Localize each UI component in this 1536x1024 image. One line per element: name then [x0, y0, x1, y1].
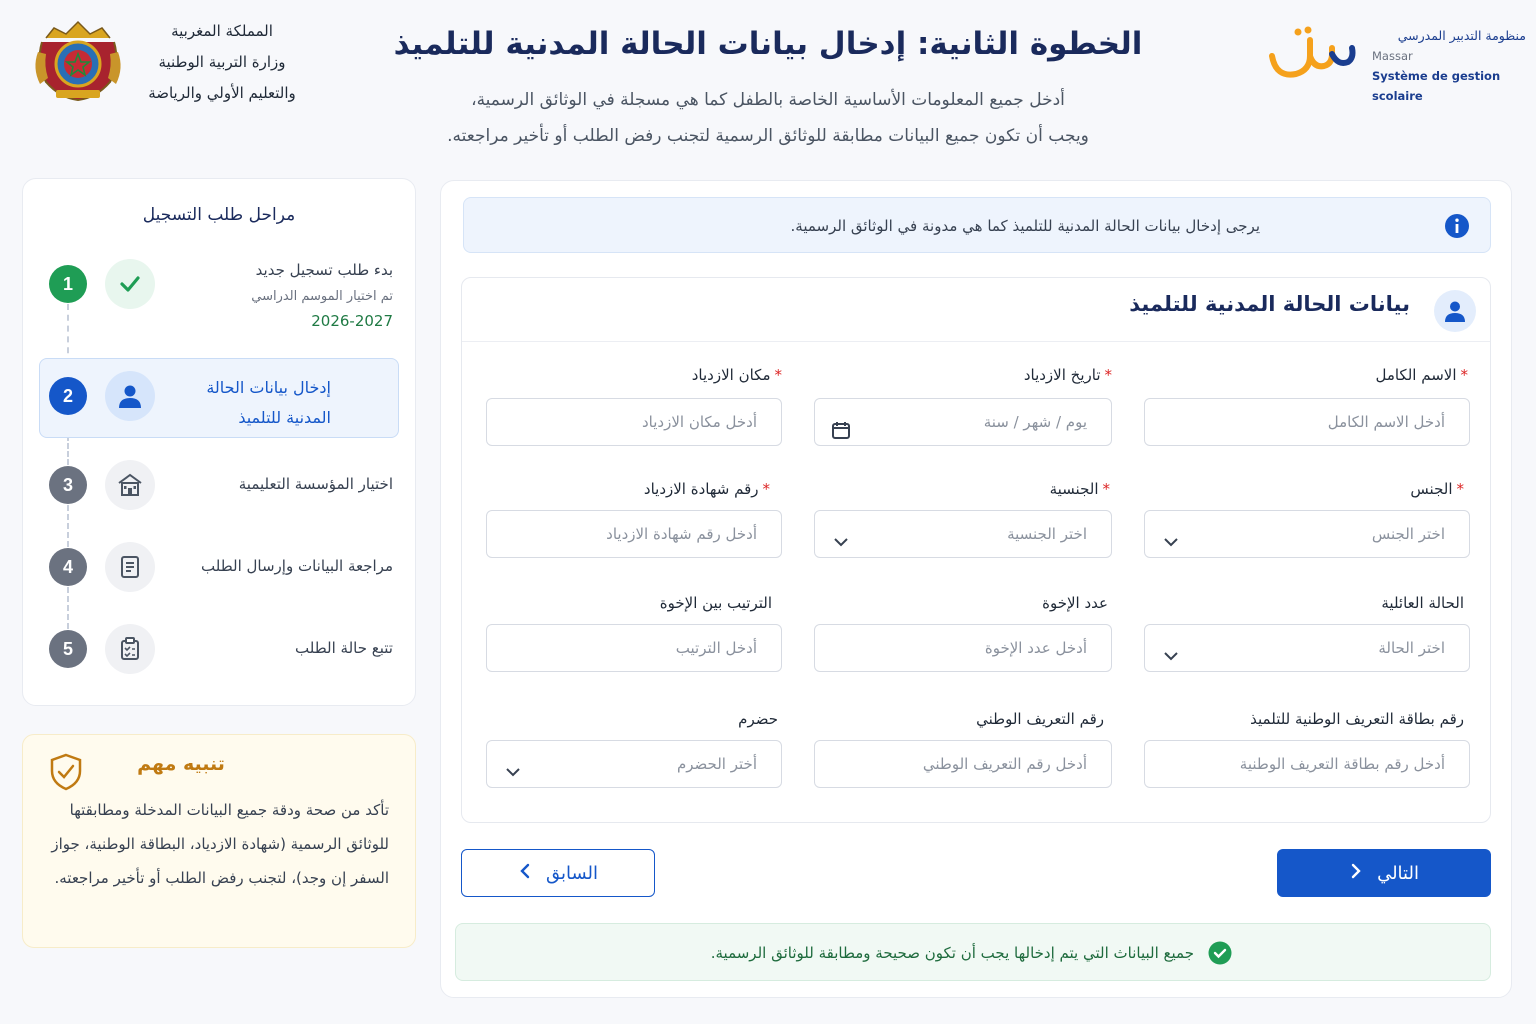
page-description [360, 82, 1176, 154]
step-connector [67, 304, 69, 364]
step-item-start-request[interactable] [173, 261, 393, 330]
ministry-line-2: وزارة التربية الوطنية [158, 53, 286, 71]
family-status-label: الحالة العائلية [1381, 594, 1464, 612]
full-name-label [1168, 366, 1468, 384]
description-line-1: أدخل جميع المعلومات الأساسية الخاصة بالطفل كما هي مسجلة في الوثائق الرسمية، [471, 90, 1065, 110]
clipboard-icon [105, 624, 155, 674]
info-text: يرجى إدخال بيانات الحالة المدنية للتلميذ كما هي مدونة في الوثائق الرسمية. [790, 217, 1260, 235]
full-name-field[interactable]: أدخل الاسم الكامل [1144, 398, 1470, 446]
required-mark: * [1456, 480, 1464, 498]
required-mark: * [1460, 366, 1468, 384]
check-circle-icon [1208, 941, 1232, 969]
massar-brand [1366, 26, 1526, 106]
moroccan-coat-of-arms-icon [32, 12, 124, 104]
rank-label: الترتيب بين الإخوة [659, 594, 772, 612]
school-year: 2026-2027 [311, 312, 393, 330]
chevron-down-icon [503, 754, 523, 774]
step-sublabel: تم اختيار الموسم الدراسي [251, 289, 393, 304]
step-item-school-choice[interactable]: اختيار المؤسسة التعليمية [238, 475, 393, 493]
gender-placeholder: اختر الجنس [1371, 525, 1445, 543]
main-form-card [440, 180, 1512, 998]
step-number-2: 2 [49, 377, 87, 415]
ministry-name [132, 16, 312, 109]
chevron-down-icon [831, 524, 851, 544]
label-text: الجنس [1410, 480, 1453, 498]
step-connector [67, 587, 69, 629]
step-item-civil-data[interactable]: إدخال بيانات الحالة المدنية للتلميذ [206, 378, 331, 427]
notice-title: تنبيه مهم [137, 753, 225, 775]
national-id-field[interactable]: أدخل رقم التعريف الوطني [814, 740, 1112, 788]
massar-logo-icon [1262, 18, 1358, 88]
massar-line-1: منظومة التدبير المدرسي [1397, 28, 1526, 43]
check-icon [105, 259, 155, 309]
notice-body: تأكد من صحة ودقة جميع البيانات المدخلة ومطابقتها للوثائق الرسمية (شهادة الازدياد، البطاقة الوطنية، جواز السفر إن وجد)، لتجنب رفض الطلب أو تأخير مراجعته. [51, 801, 389, 887]
step-number-1: 1 [49, 265, 87, 303]
massar-line-2: Massar [1372, 49, 1413, 63]
rank-field[interactable]: أدخل الترتيب [486, 624, 782, 672]
steps-title: مراحل طلب التسجيل [142, 205, 296, 225]
ministry-line-1: المملكة المغربية [171, 22, 273, 40]
nationality-placeholder: اختر الجنسية [1007, 525, 1087, 543]
label-text: الجنسية [1049, 480, 1099, 498]
national-id-label: رقم التعريف الوطني [976, 710, 1104, 728]
student-id-label: رقم بطاقة التعريف الوطنية للتلميذ [1250, 710, 1464, 728]
birth-date-placeholder: يوم / شهر / سنة [983, 413, 1087, 431]
urban-select[interactable] [486, 740, 782, 788]
form-title: بيانات الحالة المدنية للتلميذ [1129, 292, 1410, 316]
nationality-select[interactable] [814, 510, 1112, 558]
chevron-down-icon [1161, 524, 1181, 544]
urban-placeholder: أختر الحضرم [676, 755, 757, 773]
page-title: الخطوة الثانية: إدخال بيانات الحالة المدنية للتلميذ [393, 26, 1143, 62]
step-number-4: 4 [49, 548, 87, 586]
required-mark: * [762, 480, 770, 498]
required-mark: * [1102, 480, 1110, 498]
previous-label: السابق [545, 862, 599, 884]
birth-place-field[interactable]: أدخل مكان الازدياد [486, 398, 782, 446]
school-icon [105, 460, 155, 510]
ministry-line-3: والتعليم الأولي والرياضة [148, 84, 296, 102]
birth-cert-field[interactable]: أدخل رقم شهادة الازدياد [486, 510, 782, 558]
step-item-track[interactable]: تتبع حالة الطلب [295, 639, 393, 657]
label-text: مكان الازدياد [691, 366, 771, 384]
description-line-2: ويجب أن تكون جميع البيانات مطابقة للوثائق الرسمية لتجنب رفض الطلب أو تأخير مراجعته. [447, 126, 1089, 146]
document-icon [105, 542, 155, 592]
massar-line-3: Système de gestion scolaire [1372, 69, 1501, 103]
label-text: رقم شهادة الازدياد [643, 480, 759, 498]
info-icon [1444, 213, 1470, 243]
registration-steps-card [22, 178, 416, 706]
next-label: التالي [1377, 862, 1419, 884]
label-text: الاسم الكامل [1375, 366, 1457, 384]
student-id-field[interactable]: أدخل رقم بطاقة التعريف الوطنية [1144, 740, 1470, 788]
chevron-right-icon [1349, 862, 1363, 885]
gender-label [1164, 480, 1464, 498]
step-number-5: 5 [49, 630, 87, 668]
step-connector [67, 435, 69, 465]
chevron-left-icon [518, 862, 532, 885]
user-icon [105, 371, 155, 421]
chevron-down-icon [1161, 638, 1181, 658]
info-banner [463, 197, 1491, 253]
step-item-review[interactable]: مراجعة البيانات وإرسال الطلب [201, 557, 393, 575]
gender-select[interactable] [1144, 510, 1470, 558]
siblings-field[interactable]: أدخل عدد الإخوة [814, 624, 1112, 672]
previous-button[interactable] [461, 849, 655, 897]
birth-date-field[interactable] [814, 398, 1112, 446]
user-icon [1434, 290, 1476, 332]
label-text: تاريخ الازدياد [1023, 366, 1101, 384]
civil-status-form [461, 277, 1491, 823]
step-number-3: 3 [49, 466, 87, 504]
siblings-label: عدد الإخوة [1042, 594, 1108, 612]
required-mark: * [1104, 366, 1112, 384]
confirmation-text: جميع البياناث التي يتم إدخالها يجب أن تكون صحيحة ومطابقة للوثائق الرسمية. [710, 944, 1194, 962]
calendar-icon[interactable] [831, 412, 851, 432]
important-notice [22, 734, 416, 948]
family-status-select[interactable] [1144, 624, 1470, 672]
birth-cert-label [470, 480, 770, 498]
birth-date-label [812, 366, 1112, 384]
step-label: بدء طلب تسجيل جديد [255, 261, 393, 279]
confirmation-note [455, 923, 1491, 981]
birth-place-label [482, 366, 782, 384]
form-header [462, 278, 1490, 342]
nationality-label [810, 480, 1110, 498]
family-status-placeholder: اختر الحالة [1378, 639, 1445, 657]
next-button[interactable] [1277, 849, 1491, 897]
urban-label: حضرم [738, 710, 778, 728]
step-connector [67, 505, 69, 547]
required-mark: * [774, 366, 782, 384]
